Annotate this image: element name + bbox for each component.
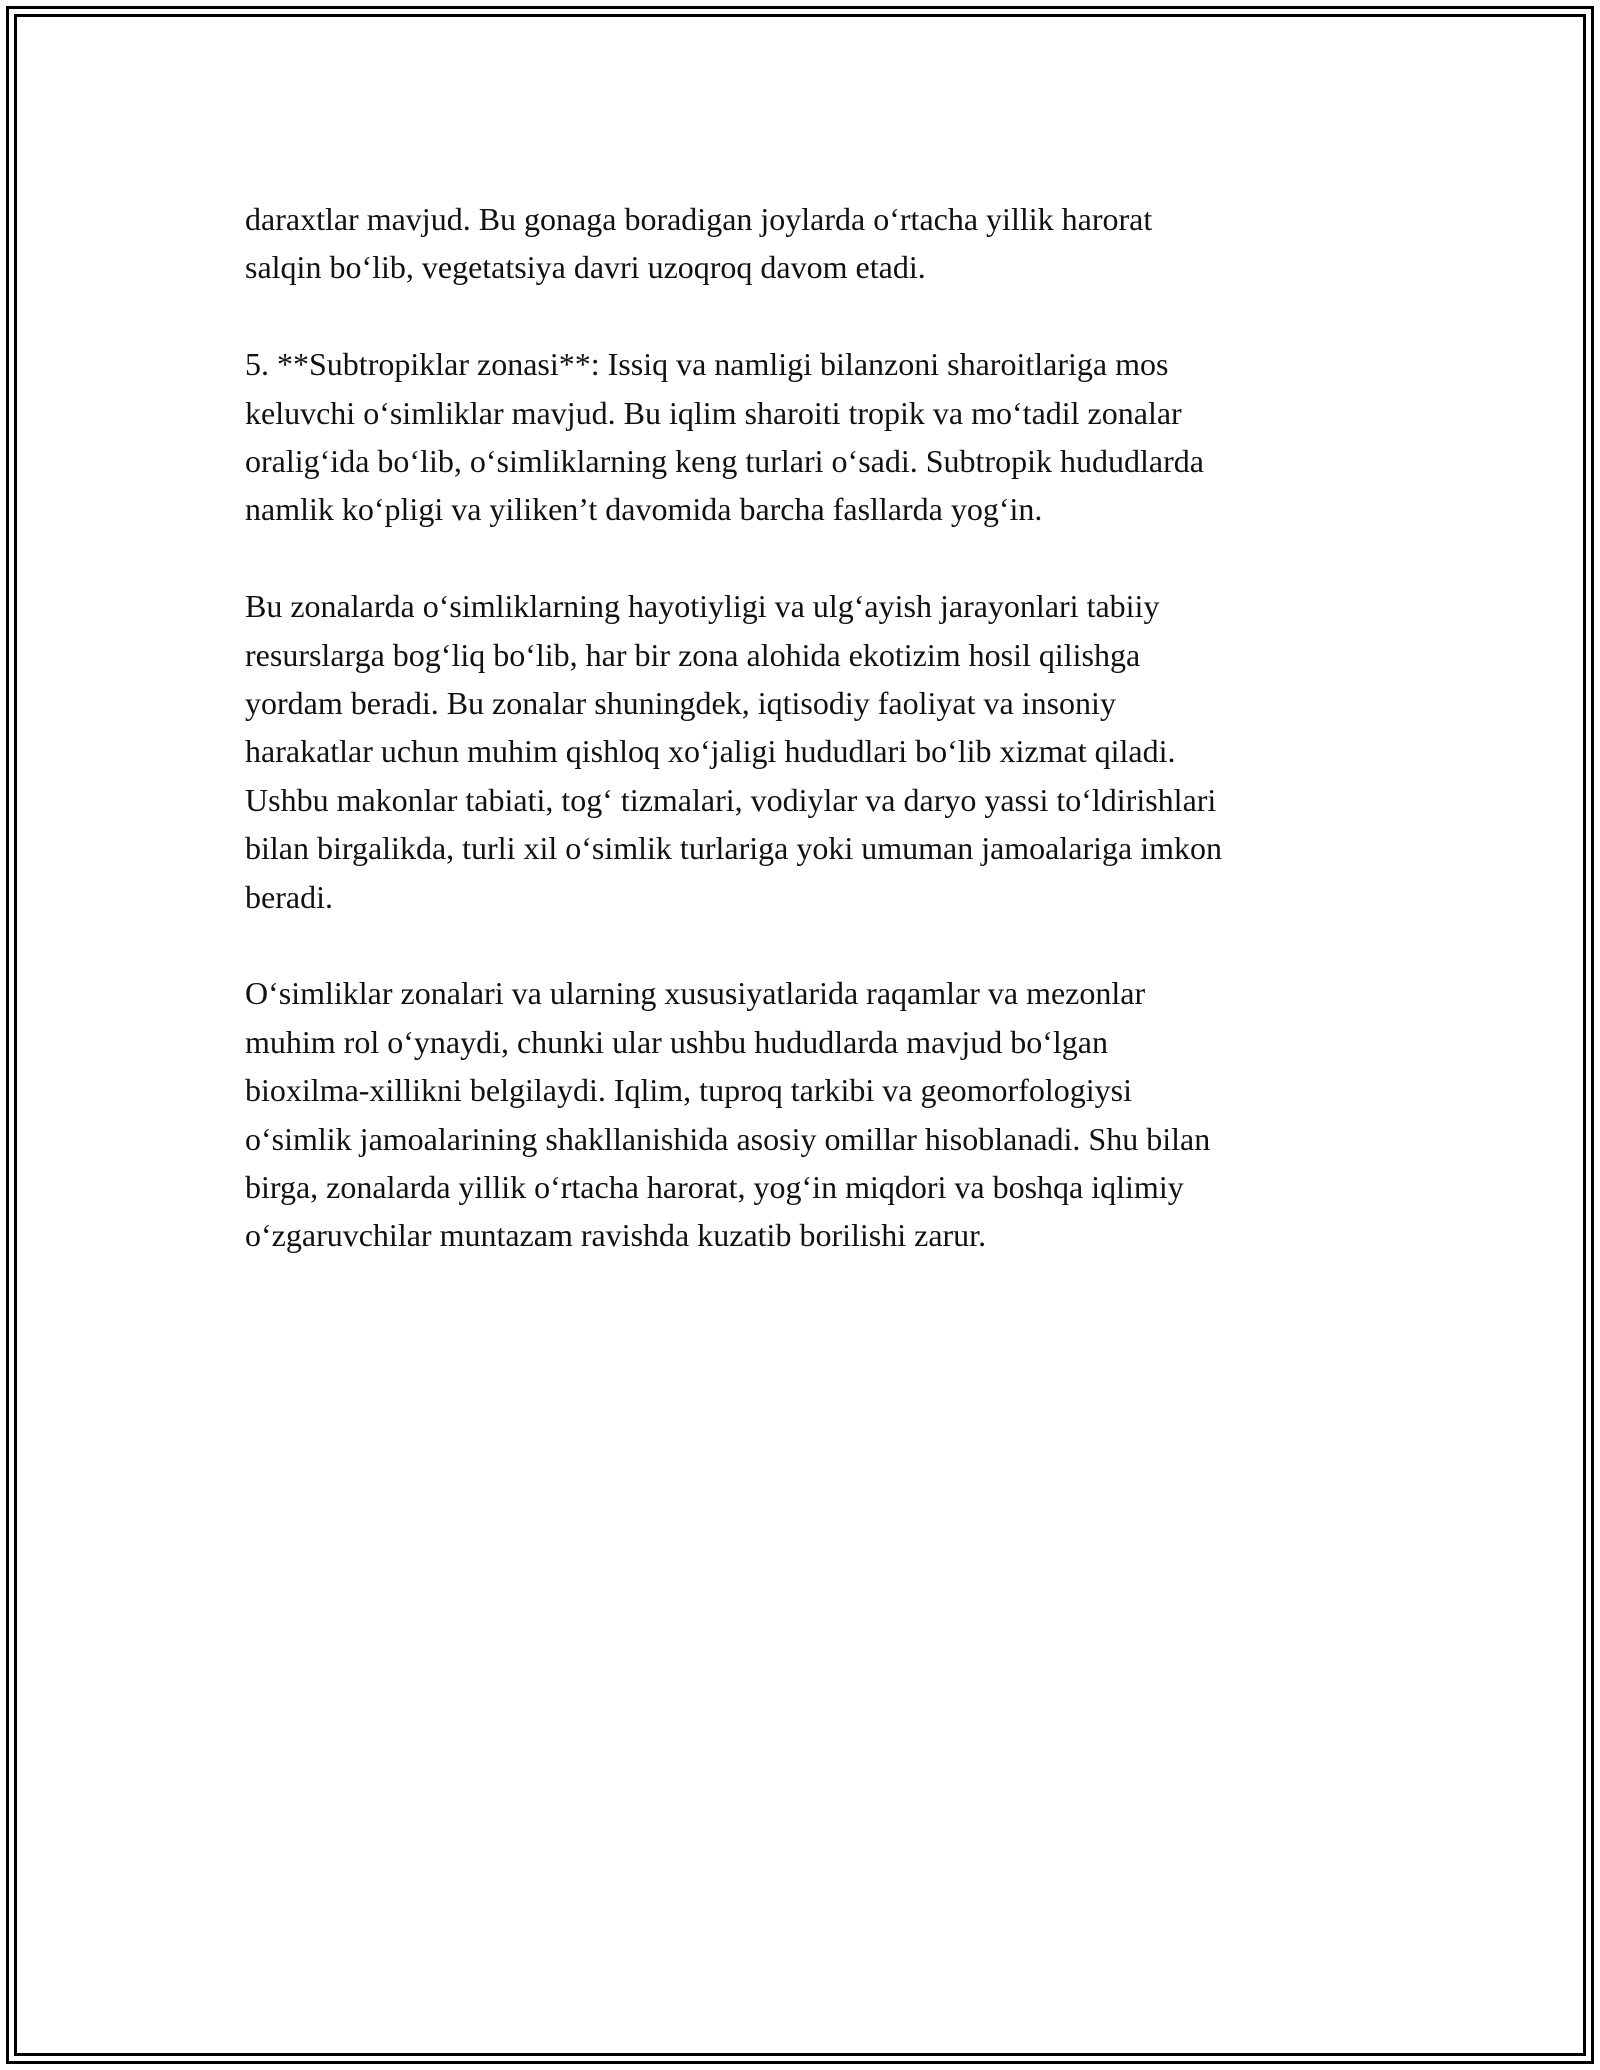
text-line: birga, zonalarda yillik o‘rtacha harorat, yog‘in miqdori va boshqa iqlimiy [245, 1169, 1184, 1206]
text-line: salqin bo‘lib, vegetatsiya davri uzoqroq davom etadi. [245, 249, 926, 286]
text-line: o‘simlik jamoalarining shakllanishida asosiy omillar hisoblanadi. Shu bilan [245, 1120, 1211, 1157]
text-line: harakatlar uchun muhim qishloq xo‘jaligi hududlari bo‘lib xizmat qiladi. [245, 733, 1176, 770]
text-line: Ushbu makonlar tabiati, tog‘ tizmalari, vodiylar va daryo yassi to‘ldirishlari [245, 781, 1217, 818]
paragraph-zone-continuation [245, 195, 1395, 292]
paragraph-plant-zones-criteria [245, 969, 1395, 1259]
text-line: bioxilma-xillikni belgilaydi. Iqlim, tuproq tarkibi va geomorfologiysi [245, 1072, 1132, 1109]
text-line: daraxtlar mavjud. Bu gonaga boradigan joylarda o‘rtacha yillik harorat [245, 201, 1153, 237]
text-line: 5. **Subtropiklar zonasi**: Issiq va namligi bilanzoni sharoitlariga mos [245, 346, 1169, 383]
text-line: resurslarga bog‘liq bo‘lib, har bir zona alohida ekotizim hosil qilishga [245, 636, 1141, 673]
text-line: beradi. [245, 878, 333, 915]
document-body [245, 195, 1395, 1308]
text-line: oralig‘ida bo‘lib, o‘simliklarning keng turlari o‘sadi. Subtropik hududlarda [245, 443, 1204, 480]
paragraph-subtropical-zone [245, 340, 1395, 534]
text-line: namlik ko‘pligi va yiliken’t davomida barcha fasllarda yog‘in. [245, 491, 1043, 528]
page-frame [6, 6, 1594, 2064]
text-line: O‘simliklar zonalari va ularning xususiyatlarida raqamlar va mezonlar [245, 975, 1146, 1012]
text-line: bilan birgalikda, turli xil o‘simlik turlariga yoki umuman jamoalariga imkon [245, 830, 1222, 867]
paragraph-zones-summary [245, 582, 1395, 921]
text-line: keluvchi o‘simliklar mavjud. Bu iqlim sharoiti tropik va mo‘tadil zonalar [245, 394, 1182, 431]
text-line: Bu zonalarda o‘simliklarning hayotiyligi va ulg‘ayish jarayonlari tabiiy [245, 588, 1160, 625]
text-line: muhim rol o‘ynaydi, chunki ular ushbu hududlarda mavjud bo‘lgan [245, 1023, 1108, 1060]
text-line: o‘zgaruvchilar muntazam ravishda kuzatib borilishi zarur. [245, 1217, 987, 1254]
text-line: yordam beradi. Bu zonalar shuningdek, iqtisodiy faoliyat va insoniy [245, 685, 1116, 722]
